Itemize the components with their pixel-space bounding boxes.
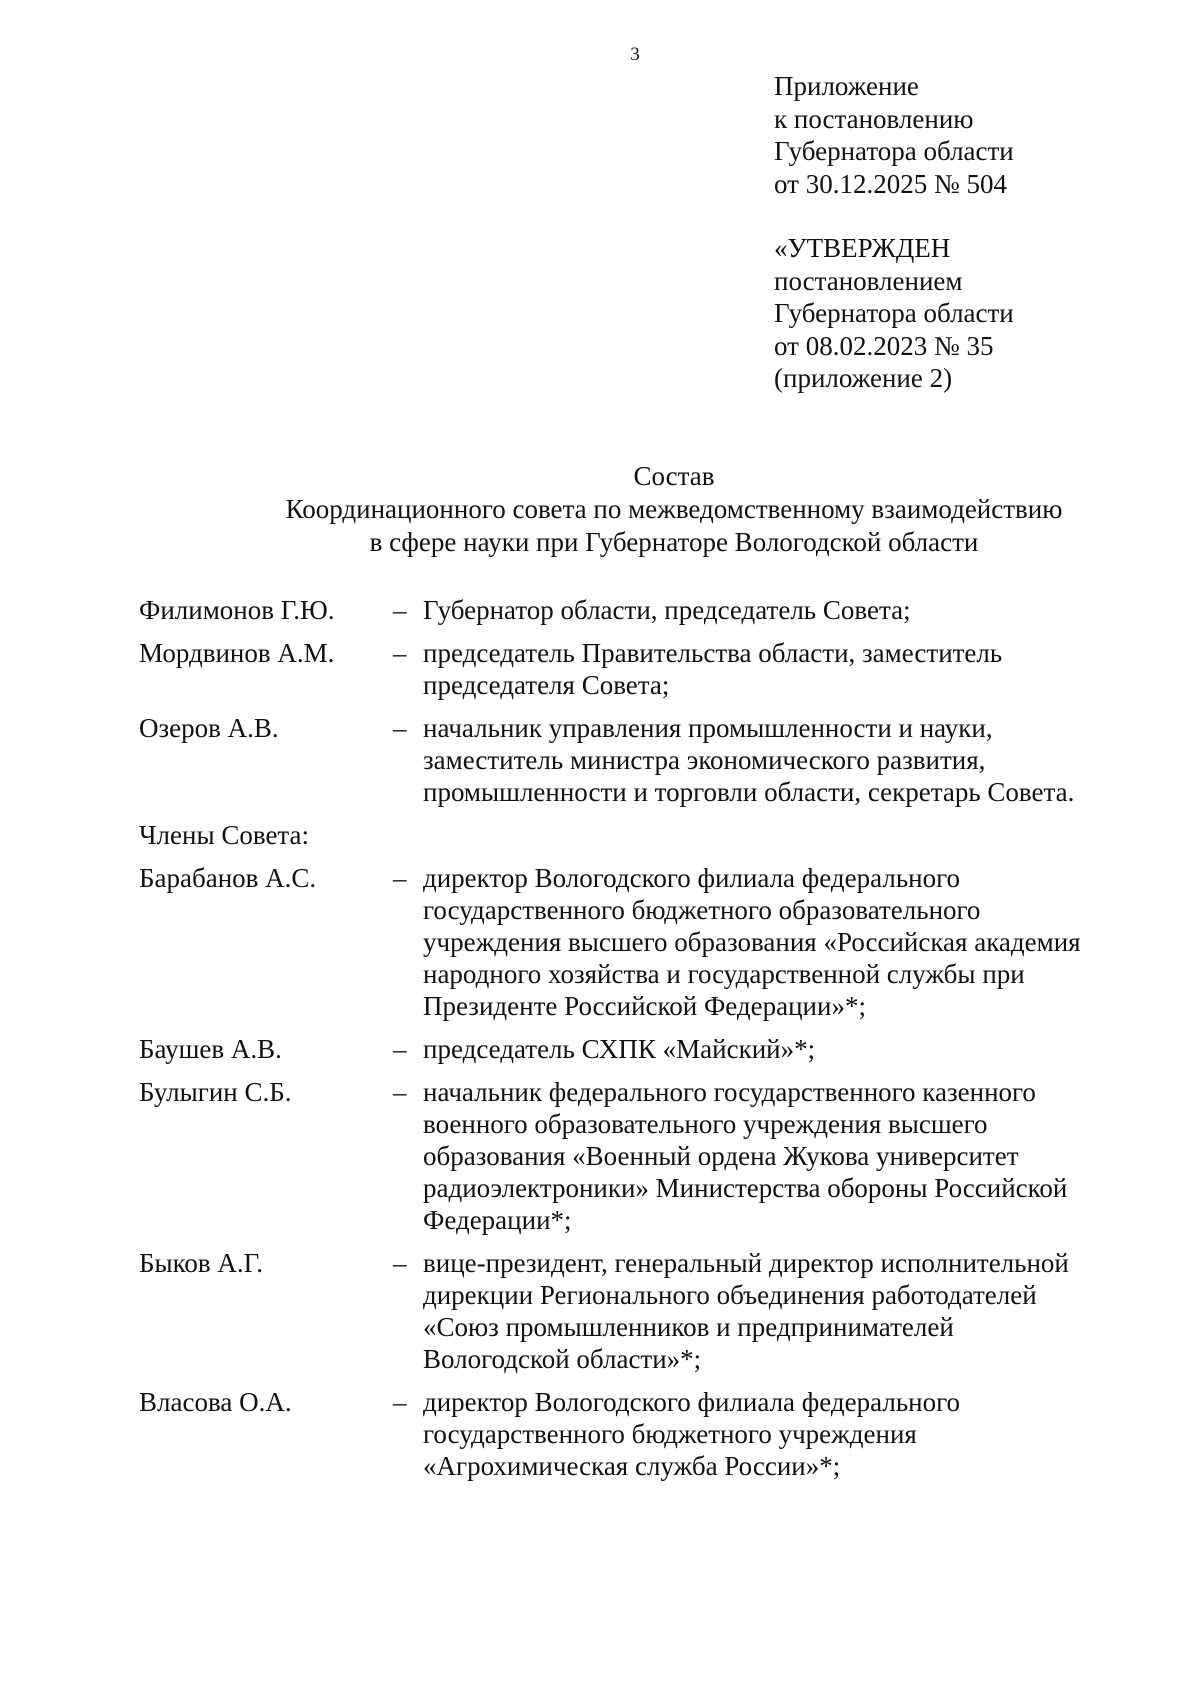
approval-line: Губернатора области	[774, 298, 1014, 328]
page-number: 3	[630, 44, 640, 65]
appendix-line: Приложение	[774, 71, 919, 101]
member-role	[423, 712, 1179, 808]
member-name: Филимонов Г.Ю.	[139, 595, 335, 625]
role-line: председатель СХПК «Майский»*;	[423, 1034, 816, 1064]
council-roster	[139, 594, 1179, 1493]
appendix-line: к постановлению	[774, 103, 974, 134]
approval-line: «УТВЕРЖДЕН	[774, 233, 951, 263]
role-line: радиоэлектроники» Министерства обороны Российской	[423, 1173, 1068, 1203]
appendix-line: Губернатора области	[774, 136, 1014, 166]
members-label: Члены Совета:	[139, 820, 310, 850]
role-line: «Союз промышленников и предпринимателей	[423, 1312, 954, 1342]
role-line: директор Вологодского филиала федерального	[423, 1387, 960, 1417]
roster-row	[139, 1076, 1179, 1236]
member-name: Власова О.А.	[139, 1387, 292, 1417]
role-line: заместитель министра экономического развития,	[423, 745, 986, 775]
roster-row	[139, 1033, 1179, 1065]
leadership-list	[139, 594, 1179, 808]
dash-separator: –	[393, 863, 407, 893]
member-role	[423, 637, 1179, 701]
role-line: народного хозяйства и государственной службы при	[423, 959, 1025, 989]
member-name: Баушев А.В.	[139, 1034, 282, 1064]
role-line: промышленности и торговли области, секретарь Совета.	[423, 777, 1075, 807]
dash-separator: –	[393, 1387, 407, 1417]
role-line: Президенте Российской Федерации»*;	[423, 991, 866, 1021]
member-name: Барабанов А.С.	[139, 863, 317, 893]
member-name: Мордвинов А.М.	[139, 638, 335, 668]
role-line: государственного бюджетного образовательного	[423, 895, 981, 925]
members-list	[139, 862, 1179, 1482]
role-line: начальник федерального государственного казенного	[423, 1077, 1036, 1107]
role-line: «Агрохимическая служба России»*;	[423, 1451, 841, 1481]
dash-separator: –	[393, 1034, 407, 1064]
role-line: государственного бюджетного учреждения	[423, 1419, 917, 1449]
title-line: в сфере науки при Губернаторе Вологодской области	[369, 527, 979, 557]
title-line: Координационного совета по межведомственному взаимодействию	[285, 494, 1063, 524]
role-line: Вологодской области»*;	[423, 1344, 702, 1374]
roster-row	[139, 862, 1179, 1022]
dash-separator: –	[393, 713, 407, 743]
member-role	[423, 594, 1179, 626]
dash-separator: –	[393, 638, 407, 668]
role-line: учреждения высшего образования «Российская академия	[423, 927, 1081, 957]
role-line: вице-президент, генеральный директор исполнительной	[423, 1248, 1069, 1278]
role-line: Губернатор области, председатель Совета;	[423, 595, 911, 625]
dash-separator: –	[393, 1248, 407, 1278]
role-line: Федерации*;	[423, 1205, 572, 1235]
member-role	[423, 862, 1179, 1022]
role-line: председатель Правительства области, заместитель	[423, 638, 1003, 668]
approval-line: (приложение 2)	[774, 363, 953, 393]
member-name: Булыгин С.Б.	[139, 1077, 292, 1107]
role-line: директор Вологодского филиала федерального	[423, 863, 960, 893]
member-role	[423, 1386, 1179, 1482]
roster-row	[139, 712, 1179, 808]
role-line: образования «Военный ордена Жукова университет	[423, 1141, 1019, 1171]
title-line: Состав	[633, 461, 715, 491]
document-title	[0, 460, 1200, 559]
roster-row	[139, 1247, 1179, 1375]
approval-line: от 08.02.2023 № 35	[774, 330, 994, 361]
roster-row	[139, 1386, 1179, 1482]
roster-row	[139, 594, 1179, 626]
roster-row	[139, 637, 1179, 701]
role-line: начальник управления промышленности и науки,	[423, 713, 993, 743]
member-role	[423, 1247, 1179, 1375]
appendix-reference	[774, 70, 1174, 200]
member-name: Быков А.Г.	[139, 1248, 263, 1278]
dash-separator: –	[393, 595, 407, 625]
member-name: Озеров А.В.	[139, 713, 279, 743]
member-role	[423, 1033, 1179, 1065]
role-line: военного образовательного учреждения высшего	[423, 1109, 988, 1139]
approval-line: постановлением	[774, 265, 963, 296]
dash-separator: –	[393, 1077, 407, 1107]
role-line: председателя Совета;	[423, 670, 670, 700]
approval-stamp-text	[774, 232, 1174, 395]
appendix-line: от 30.12.2025 № 504	[774, 168, 1007, 199]
member-role	[423, 1076, 1179, 1236]
role-line: дирекции Регионального объединения работодателей	[423, 1280, 1037, 1310]
